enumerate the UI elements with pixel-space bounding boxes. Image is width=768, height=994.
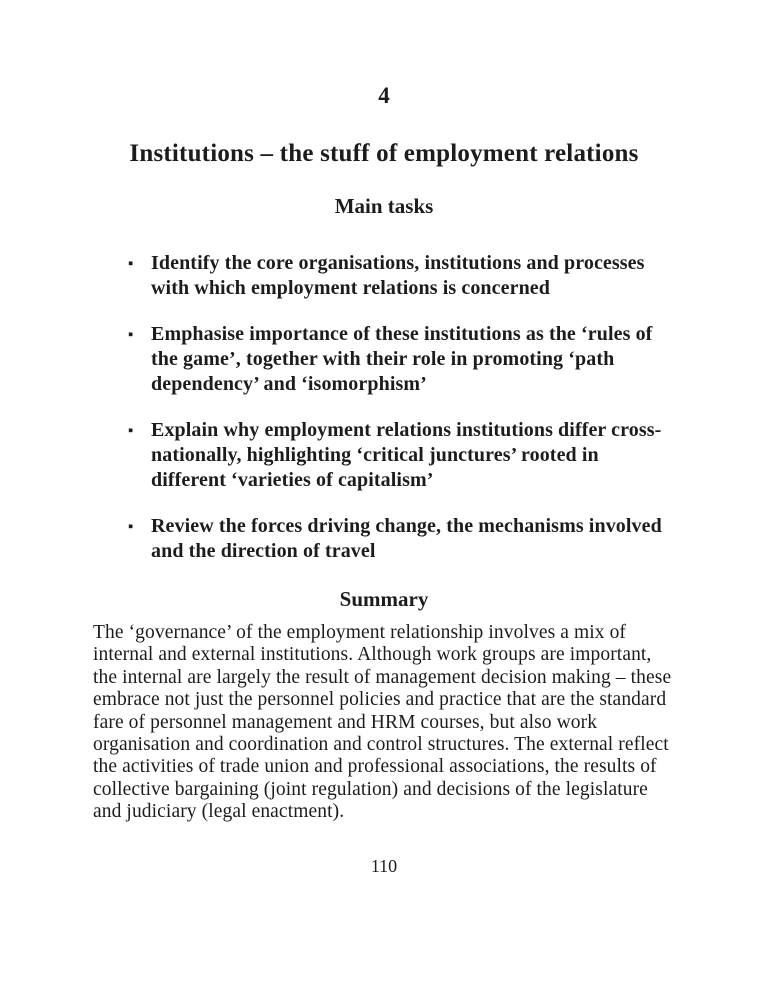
chapter-number: 4	[378, 83, 390, 108]
bullet-text: Review the forces driving change, the mechanisms involved and the direction of travel	[151, 515, 662, 562]
square-bullet-icon: ▪	[128, 519, 134, 535]
tasks-heading: Main tasks	[334, 194, 434, 218]
summary-heading: Summary	[339, 587, 429, 611]
bullet-item	[128, 322, 670, 397]
page-title: Institutions – the stuff of employment relations	[129, 140, 639, 167]
bullet-text: Identify the core organisations, institutions and processes with which employment relations is concerned	[151, 252, 645, 299]
bullet-item	[128, 251, 670, 301]
bullet-item	[128, 418, 670, 493]
bullet-item	[128, 514, 670, 564]
bullet-text: Emphasise importance of these institutions as the ‘rules of the game’, together with their role in promoting ‘path dependency’ and ‘isomorphism’	[151, 323, 653, 395]
bullet-text: Explain why employment relations institutions differ cross-nationally, highlighting ‘critical junctures’ rooted in different ‘varieties of capitalism’	[151, 419, 662, 491]
square-bullet-icon: ▪	[128, 423, 134, 439]
page-number: 110	[370, 856, 398, 876]
square-bullet-icon: ▪	[128, 256, 134, 272]
summary-paragraph: The ‘governance’ of the employment relationship involves a mix of internal and external institutions. Although work groups are important, the internal are largely the result of management decision making – these embrace not just the personnel policies and practice that are the standard fare of personnel management and HRM courses, but also work organisation and coordination and control structures. The external reflect the activities of trade union and professional associations, the results of collective bargaining (joint regulation) and decisions of the legislature and judiciary (legal enactment).	[93, 622, 672, 823]
square-bullet-icon: ▪	[128, 327, 134, 343]
tasks-bullet-list	[0, 251, 768, 564]
